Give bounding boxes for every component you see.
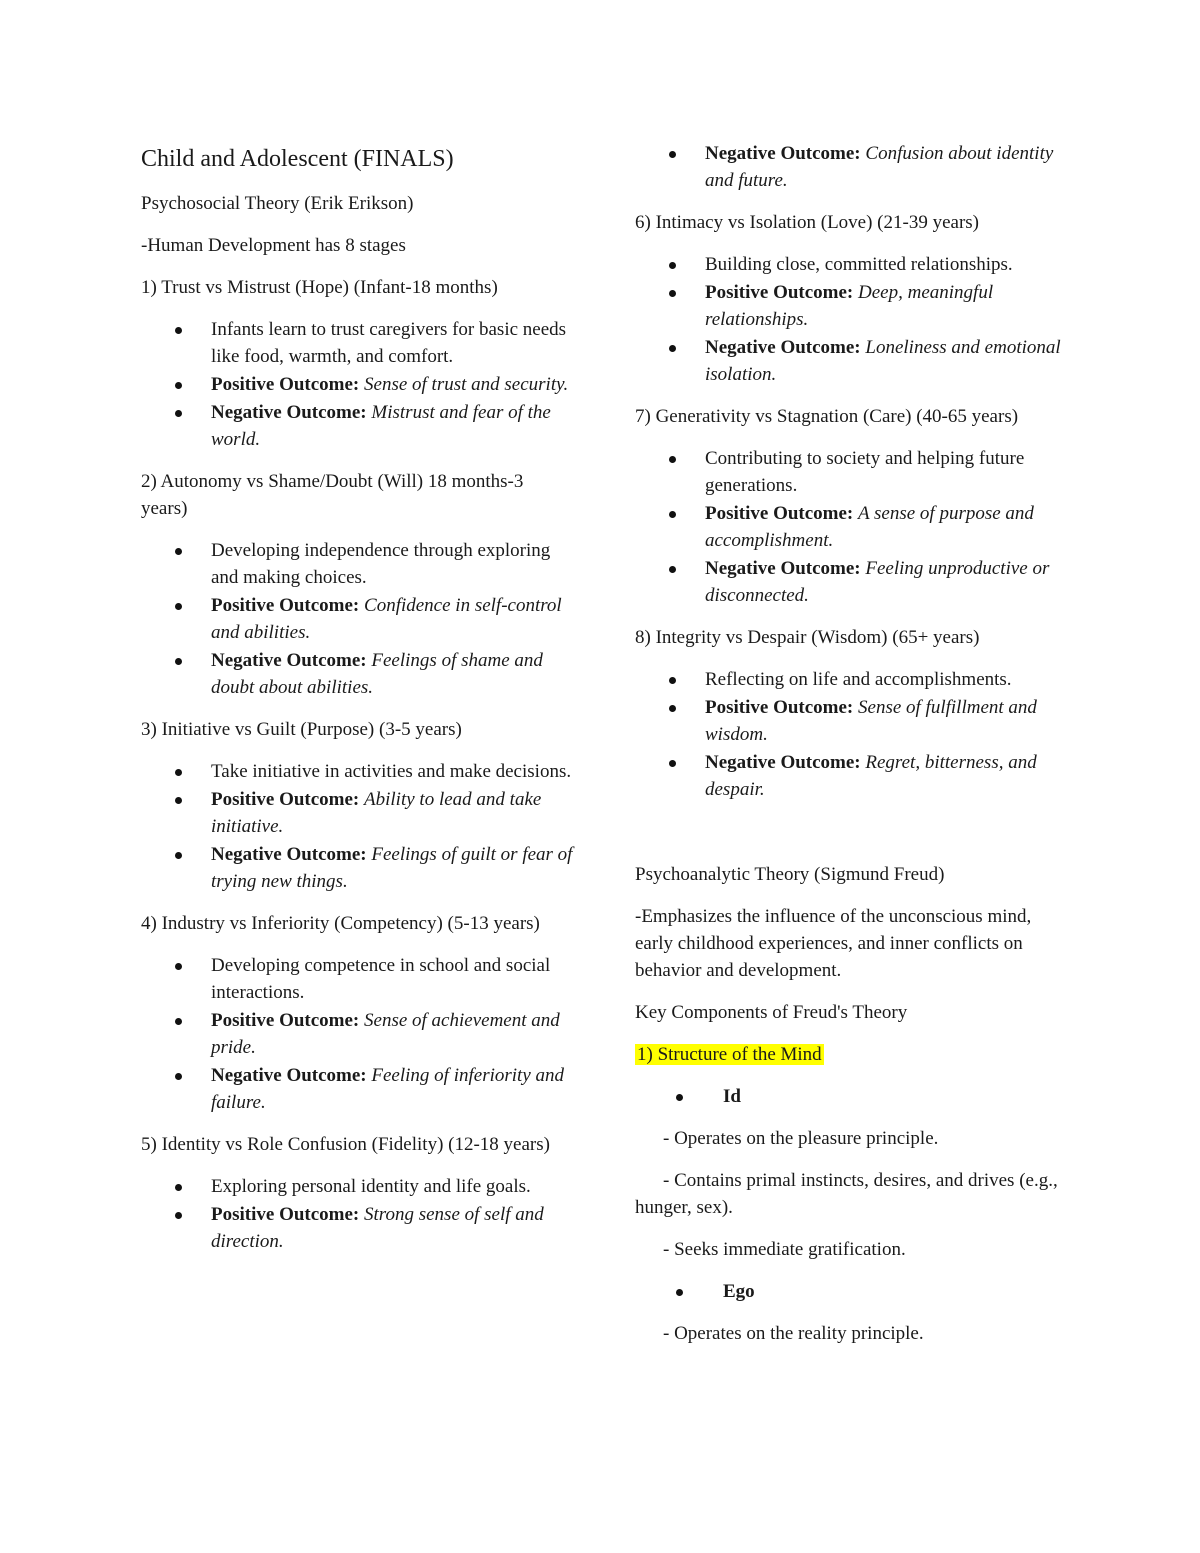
freud-components-heading: Key Components of Freud's Theory [635,1002,908,1023]
bullet-icon [175,658,182,665]
list-item: Contributing to society and helping future generations. [635,445,1065,499]
list-item: Positive Outcome: Sense of achievement and pride. [141,1007,573,1061]
erikson-intro: -Human Development has 8 stages [141,235,406,256]
stage-8-list [635,666,1065,803]
bullet-icon [676,1094,683,1101]
list-item: Ego [635,1278,1065,1305]
bullet-icon [669,511,676,518]
bullet-icon [175,382,182,389]
list-item: Positive Outcome: A sense of purpose and accomplishment. [635,500,1065,554]
right-column [635,140,1065,1362]
stage-7-title: 7) Generativity vs Stagnation (Care) (40-65 years) [635,406,1019,427]
stage-6-title: 6) Intimacy vs Isolation (Love) (21-39 years) [635,212,980,233]
stage-5-list-continued [635,140,1065,194]
bullet-icon [175,1212,182,1219]
stage-7-list [635,445,1065,609]
list-item: Exploring personal identity and life goals. [141,1173,573,1200]
ego-term [635,1278,1065,1305]
bullet-icon [175,410,182,417]
structure-of-mind-heading [635,1041,1065,1068]
stage-1-list [141,316,573,453]
list-item: Positive Outcome: Ability to lead and take initiative. [141,786,573,840]
stage-2-list [141,537,573,701]
id-point-3: - Seeks immediate gratification. [663,1239,906,1260]
highlighted-text: 1) Structure of the Mind [637,1044,822,1065]
bullet-icon [669,345,676,352]
list-item: Negative Outcome: Feelings of shame and doubt about abilities. [141,647,573,701]
list-item: Negative Outcome: Feeling of inferiority and failure. [141,1062,573,1116]
bullet-icon [175,548,182,555]
list-item: Id [635,1083,1065,1110]
list-item: Negative Outcome: Feeling unproductive or disconnected. [635,555,1065,609]
bullet-icon [676,1289,683,1296]
stage-5-list [141,1173,573,1255]
list-item: Negative Outcome: Confusion about identity and future. [635,140,1065,194]
bullet-icon [175,1184,182,1191]
list-item: Positive Outcome: Sense of trust and security. [141,371,573,398]
list-item: Negative Outcome: Regret, bitterness, and despair. [635,749,1065,803]
bullet-icon [175,963,182,970]
bullet-icon [175,852,182,859]
stage-3-title: 3) Initiative vs Guilt (Purpose) (3-5 years) [141,719,462,740]
bullet-icon [175,797,182,804]
stage-8-title: 8) Integrity vs Despair (Wisdom) (65+ years) [635,627,980,648]
id-point-1: - Operates on the pleasure principle. [663,1128,939,1149]
stage-2-title: 2) Autonomy vs Shame/Doubt (Will) 18 months-3 years) [141,471,524,519]
list-item: Building close, committed relationships. [635,251,1065,278]
stage-4-title: 4) Industry vs Inferiority (Competency) (5-13 years) [141,913,540,934]
bullet-icon [669,566,676,573]
list-item: Infants learn to trust caregivers for basic needs like food, warmth, and comfort. [141,316,573,370]
bullet-icon [175,1018,182,1025]
erikson-heading: Psychosocial Theory (Erik Erikson) [141,193,414,214]
id-term [635,1083,1065,1110]
bullet-icon [669,456,676,463]
bullet-icon [175,603,182,610]
list-item: Positive Outcome: Strong sense of self and direction. [141,1201,573,1255]
stage-5-title: 5) Identity vs Role Confusion (Fidelity) (12-18 years) [141,1134,550,1155]
list-item: Take initiative in activities and make decisions. [141,758,573,785]
freud-intro: -Emphasizes the influence of the unconscious mind, early childhood experiences, and inner conflicts on behavior and development. [635,906,1032,981]
freud-heading: Psychoanalytic Theory (Sigmund Freud) [635,864,945,885]
bullet-icon [669,262,676,269]
bullet-icon [669,760,676,767]
list-item: Negative Outcome: Mistrust and fear of the world. [141,399,573,453]
list-item: Positive Outcome: Confidence in self-control and abilities. [141,592,573,646]
document-title: Child and Adolescent (FINALS) [141,146,454,172]
list-item: Negative Outcome: Loneliness and emotional isolation. [635,334,1065,388]
list-item: Developing competence in school and social interactions. [141,952,573,1006]
list-item: Reflecting on life and accomplishments. [635,666,1065,693]
stage-1-title: 1) Trust vs Mistrust (Hope) (Infant-18 months) [141,277,498,298]
bullet-icon [669,290,676,297]
id-point-2: - Contains primal instincts, desires, and drives (e.g., hunger, sex). [635,1170,1058,1218]
bullet-icon [175,769,182,776]
list-item: Positive Outcome: Deep, meaningful relationships. [635,279,1065,333]
stage-6-list [635,251,1065,388]
bullet-icon [175,327,182,334]
stage-4-list [141,952,573,1116]
list-item: Developing independence through exploring and making choices. [141,537,573,591]
bullet-icon [175,1073,182,1080]
list-item: Positive Outcome: Sense of fulfillment and wisdom. [635,694,1065,748]
bullet-icon [669,151,676,158]
stage-3-list [141,758,573,895]
left-column [141,140,573,1270]
bullet-icon [669,677,676,684]
list-item: Negative Outcome: Feelings of guilt or fear of trying new things. [141,841,573,895]
ego-point-1: - Operates on the reality principle. [663,1323,924,1344]
bullet-icon [669,705,676,712]
